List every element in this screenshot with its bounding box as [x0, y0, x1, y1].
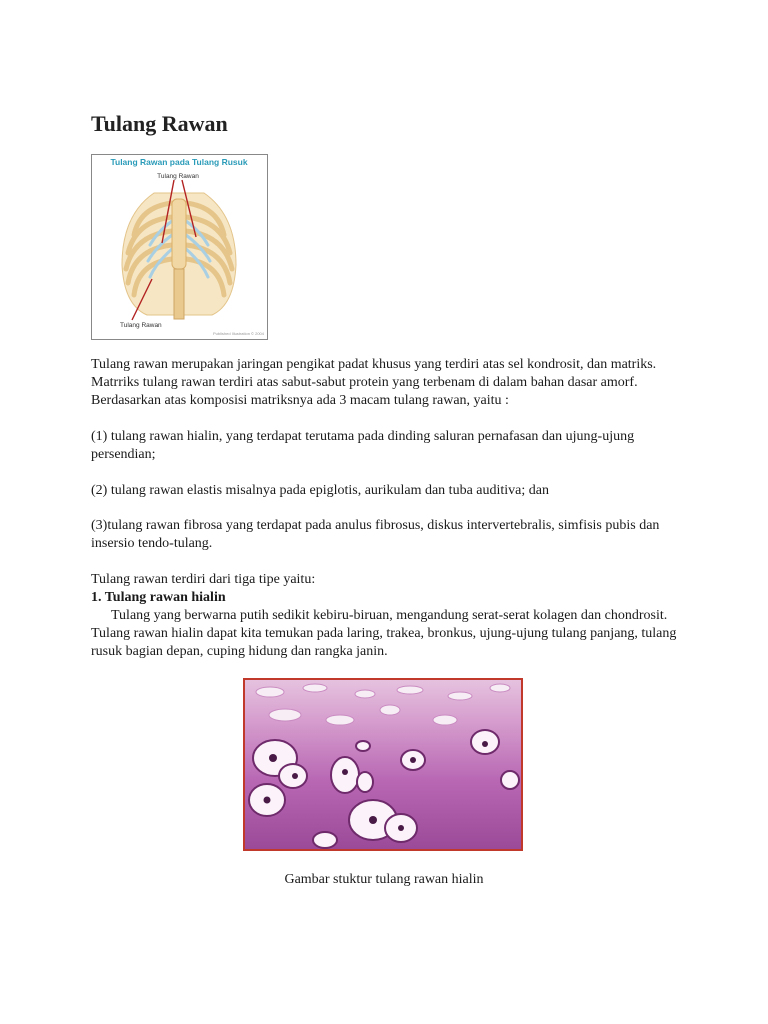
figure1-header: Tulang Rawan pada Tulang Rusuk	[110, 157, 248, 167]
paragraph-intro: Tulang rawan merupakan jaringan pengikat padat khusus yang terdiri atas sel kondrosit, dan matriks. Matrriks tulang rawan terdiri atas sabut-sabut protein yang terbenam di dalam bahan dasar amorf. Berdasarkan atas komposisi matriksnya ada 3 macam tulang rawan, yaitu :	[91, 357, 657, 408]
histology-figure	[243, 678, 523, 851]
section-heading-hialin: 1. Tulang rawan hialin	[91, 590, 226, 605]
hyaline-cartilage-micrograph	[245, 680, 521, 849]
list-item-fibrosa: (3)tulang rawan fibrosa yang terdapat pada anulus fibrosus, diskus intervertebralis, simfisis pubis dan insersio tendo-tulang.	[91, 518, 660, 551]
types-intro: Tulang rawan terdiri dari tiga tipe yaitu:	[91, 572, 316, 587]
figure1-credit: Published Illustration © 2004	[213, 331, 264, 336]
figure-caption: Gambar stuktur tulang rawan hialin	[284, 872, 484, 887]
section-text-hialin: Tulang yang berwarna putih sedikit kebiru-biruan, mengandung serat-serat kolagen dan chondrosit. Tulang rawan hialin dapat kita temukan pada laring, trakea, bronkus, ujung-ujung tulang panjang, tulang rusuk bagian depan, cuping hidung dan rangka janin.	[91, 608, 677, 659]
list-item-hialin: (1) tulang rawan hialin, yang terdapat terutama pada dinding saluran pernafasan dan ujung-ujung persendian;	[91, 429, 635, 462]
rib-cage-shape	[122, 193, 236, 319]
list-item-elastis: (2) tulang rawan elastis misalnya pada epiglotis, aurikulam dan tuba auditiva; dan	[91, 483, 549, 498]
figure1-label-bottom: Tulang Rawan	[120, 322, 162, 329]
page-title: Tulang Rawan	[91, 111, 228, 136]
rib-cage-illustration	[92, 155, 267, 339]
figure1-label-top: Tulang Rawan	[157, 173, 199, 180]
rib-cage-figure	[91, 154, 268, 340]
